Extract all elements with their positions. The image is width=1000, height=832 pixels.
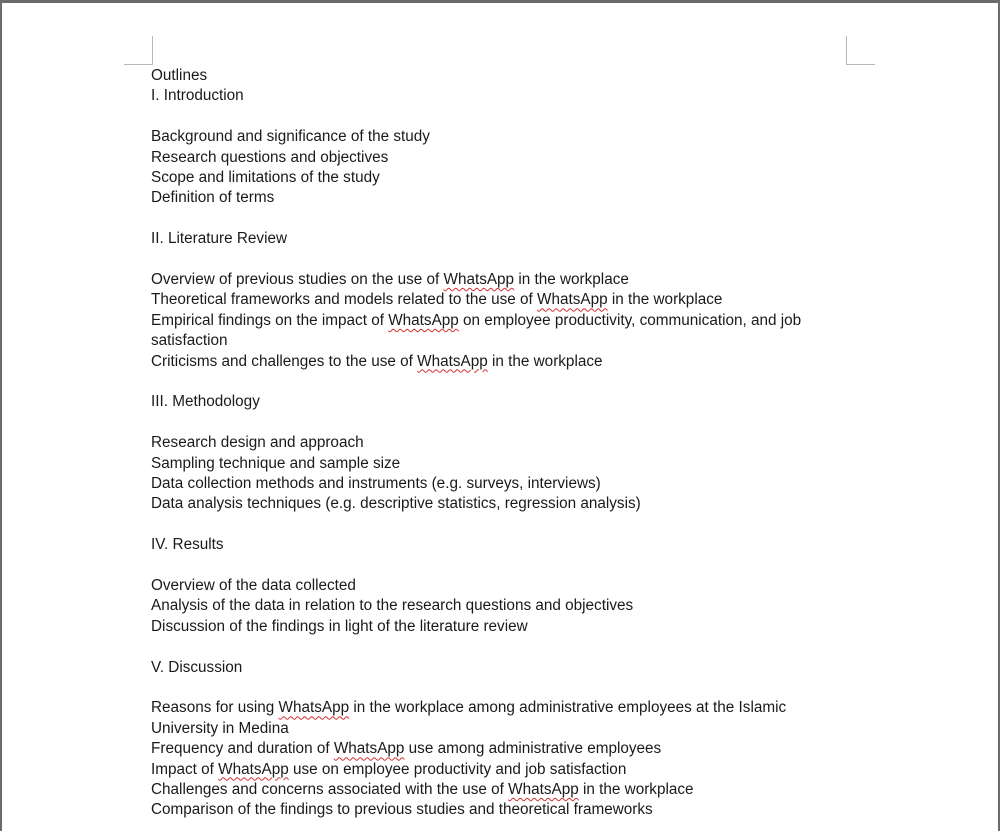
section-heading: IV. Results [151, 536, 224, 554]
section-heading: I. Introduction [151, 87, 244, 105]
outline-item: Criticisms and challenges to the use of WhatsApp in the workplace [151, 352, 603, 370]
blank-line [151, 637, 841, 657]
spellcheck-flagged-word[interactable]: WhatsApp [417, 352, 488, 370]
outline-item: Theoretical frameworks and models related to the use of WhatsApp in the workplace [151, 291, 723, 309]
outline-item: Research questions and objectives [151, 148, 389, 166]
blank-line [151, 515, 841, 535]
spellcheck-flagged-word[interactable]: WhatsApp [537, 291, 608, 309]
outline-item: Challenges and concerns associated with the use of WhatsApp in the workplace [151, 781, 694, 799]
margin-corner-top-left [124, 36, 153, 65]
outline-item: Analysis of the data in relation to the research questions and objectives [151, 597, 634, 615]
blank-line [151, 209, 841, 229]
spellcheck-flagged-word[interactable]: WhatsApp [508, 781, 579, 799]
outline-item: Overview of the data collected [151, 577, 356, 595]
section-heading: III. Methodology [151, 393, 260, 411]
blank-line [151, 372, 841, 392]
spellcheck-flagged-word[interactable]: WhatsApp [333, 740, 405, 758]
outline-item: satisfaction [151, 332, 228, 350]
blank-line [151, 413, 841, 433]
spellcheck-flagged-word[interactable]: WhatsApp [443, 271, 515, 289]
outline-item: Data analysis techniques (e.g. descriptive statistics, regression analysis) [151, 495, 641, 513]
blank-line [151, 250, 841, 270]
outline-item: Background and significance of the study [151, 128, 430, 146]
outline-item: Impact of WhatsApp use on employee productivity and job satisfaction [151, 760, 627, 778]
outline-item: Scope and limitations of the study [151, 169, 380, 187]
outline-item: Reasons for using WhatsApp in the workplace among administrative employees at the Islamic [151, 699, 787, 717]
outline-item: University in Medina [151, 719, 289, 737]
outline-item: Discussion of the findings in light of the literature review [151, 617, 528, 635]
outline-item: Frequency and duration of WhatsApp use among administrative employees [151, 740, 662, 758]
outline-item: Definition of terms [151, 189, 275, 207]
outline-item: Empirical findings on the impact of WhatsApp on employee productivity, communication, and job [151, 311, 802, 329]
outline-item: Overview of previous studies on the use of WhatsApp in the workplace [151, 271, 629, 289]
spellcheck-flagged-word[interactable]: WhatsApp [278, 699, 350, 717]
spellcheck-flagged-word[interactable]: WhatsApp [388, 311, 459, 329]
blank-line [151, 107, 841, 127]
outline-item: Comparison of the findings to previous studies and theoretical frameworks [151, 801, 653, 819]
blank-line [151, 556, 841, 576]
section-heading: II. Literature Review [151, 230, 288, 248]
blank-line [151, 678, 841, 698]
outline-item: Data collection methods and instruments (e.g. surveys, interviews) [151, 475, 601, 493]
document-title: Outlines [151, 67, 208, 84]
document-body[interactable] [151, 66, 841, 821]
outline-item: Sampling technique and sample size [151, 454, 401, 472]
outline-item: Research design and approach [151, 434, 364, 452]
spellcheck-flagged-word[interactable]: WhatsApp [218, 760, 289, 778]
margin-corner-top-right [846, 36, 875, 65]
section-heading: V. Discussion [151, 658, 243, 676]
